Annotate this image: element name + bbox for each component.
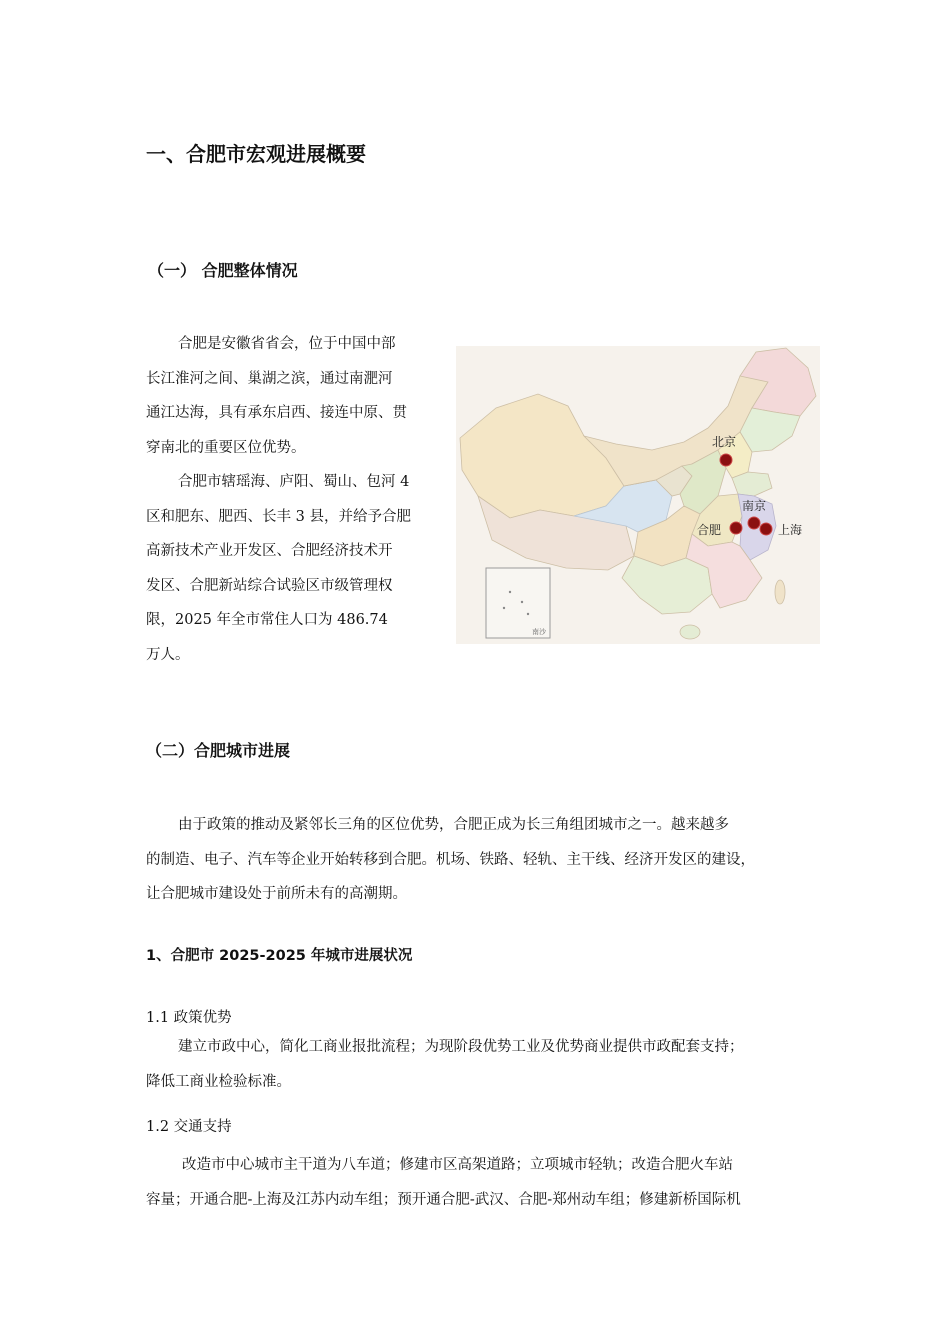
para-line: 由于政策的推动及紧邻长三角的区位优势，合肥正成为长三角组团城市之一。越来越多 <box>178 817 729 833</box>
para1-line: 合肥是安徽省省会，位于中国中部 <box>178 336 396 352</box>
development-paragraph <box>146 808 818 912</box>
para-line: 容量；开通合肥-上海及江苏内动车组；预开通合肥-武汉、合肥-郑州动车组；修建新桥国际机 <box>146 1191 741 1208</box>
para2-line: 高新技术产业开发区、合肥经济技术开 <box>146 543 393 559</box>
policy-paragraph <box>146 1030 818 1099</box>
overview-paragraphs <box>146 327 446 672</box>
para-line: 的制造、电子、汽车等企业开始转移到合肥。机场、铁路、轻轨、主干线、经济开发区的建设， <box>146 851 755 868</box>
para-line: 改造市中心城市主干道为八车道；修建市区高架道路；立项城市轻轨；改造合肥火车站 <box>182 1157 733 1173</box>
para2-line: 合肥市辖瑶海、庐阳、蜀山、包河 4 <box>178 474 410 490</box>
para-line: 建立市政中心，简化工商业报批流程；为现阶段优势工业及优势商业提供市政配套支持； <box>178 1039 744 1055</box>
traffic-paragraph <box>146 1148 818 1217</box>
para2-line: 区和肥东、肥西、长丰 3 县，并给予合肥 <box>146 508 411 525</box>
subheading-status: 1、合肥市 2025-2025 年城市进展状况 <box>146 948 413 964</box>
hefei-marker-icon <box>730 522 742 534</box>
inset-label: 南沙 <box>532 628 546 636</box>
subsection-heading-overview: （一） 合肥整体情况 <box>148 261 298 280</box>
shanghai-marker-icon <box>760 523 772 535</box>
beijing-label: 北京 <box>712 435 737 449</box>
hefei-label: 合肥 <box>697 523 722 537</box>
para-line: 让合肥城市建设处于前所未有的高潮期。 <box>146 886 407 902</box>
section-heading-1: 一、合肥市宏观进展概要 <box>146 142 366 166</box>
para-line: 降低工商业检验标准。 <box>146 1073 291 1090</box>
nanjing-marker-icon <box>748 517 760 529</box>
shanghai-label: 上海 <box>778 523 803 537</box>
para2-line: 万人。 <box>146 646 190 663</box>
para1-line: 长江淮河之间、巢湖之滨，通过南淝河 <box>146 370 393 387</box>
beijing-marker-icon <box>720 454 732 466</box>
subsection-heading-development: （二）合肥城市进展 <box>146 741 291 760</box>
nanjing-label: 南京 <box>742 499 767 513</box>
para2-line: 限，2025 年全市常住人口为 486.74 <box>146 612 388 628</box>
para2-line: 发区、合肥新站综合试验区市级管理权 <box>146 577 393 594</box>
subheading-policy: 1.1 政策优势 <box>146 1010 232 1026</box>
para1-line: 通江达海，具有承东启西、接连中原、贯 <box>146 405 407 421</box>
para1-line: 穿南北的重要区位优势。 <box>146 439 306 456</box>
china-map-image <box>456 346 820 644</box>
subheading-traffic: 1.2 交通支持 <box>146 1119 232 1135</box>
